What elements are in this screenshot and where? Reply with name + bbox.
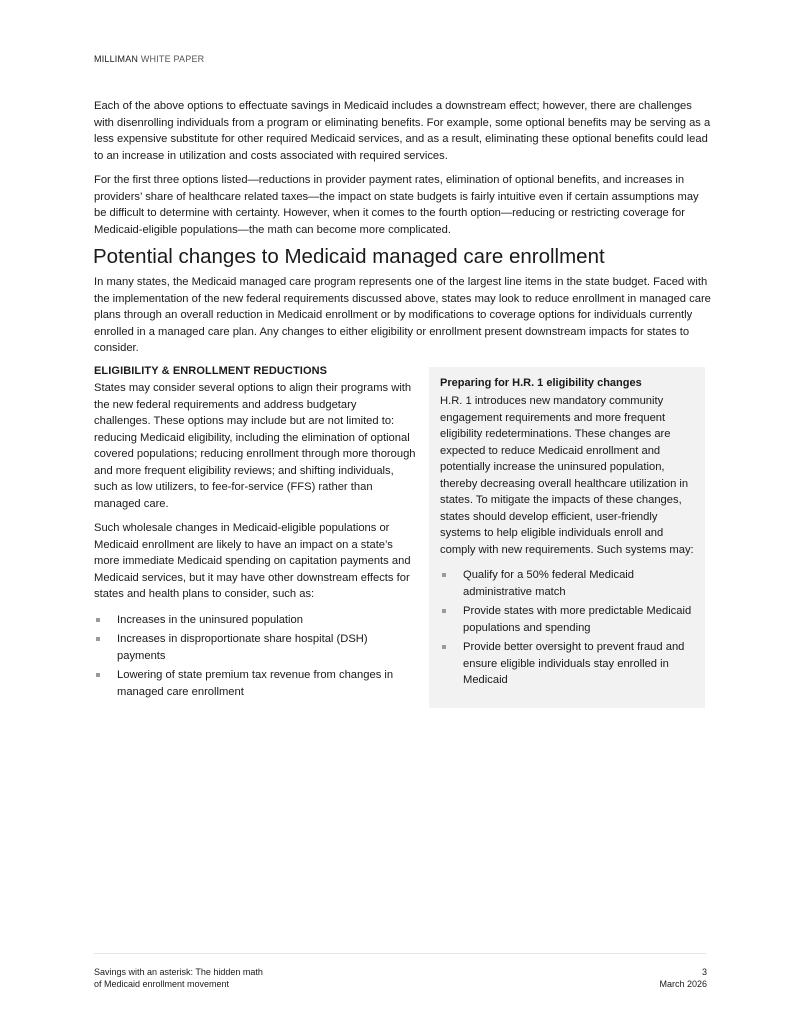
list-item-text: Provide states with more predictable Medicaid populations and spending xyxy=(463,605,692,634)
section-heading: Potential changes to Medicaid managed care enrollment xyxy=(93,245,605,268)
downstream-effects-list xyxy=(94,612,416,701)
list-item-text: Qualify for a 50% federal Medicaid administrative match xyxy=(463,569,635,598)
bullet-square-icon xyxy=(96,673,100,677)
list-item-text: Increases in the uninsured population xyxy=(117,613,303,626)
left-paragraph-1: States may consider several options to align their programs with the new federal requirements and address budgetary challenges. These options may include but are not limited to: reducing Medicaid eligibility, including the elimination of optional covered populations; reducing enrollment through more thorough and more frequent eligibility reviews; and shifting individuals, such as low utilizers, to fee-for-service (FFS) rather than managed care. xyxy=(94,382,416,510)
left-column xyxy=(94,363,416,700)
footer-title-line-2: of Medicaid enrollment movement xyxy=(94,979,230,989)
bullet-square-icon xyxy=(96,637,100,641)
list-item xyxy=(94,667,416,700)
sidebar-title: Preparing for H.R. 1 eligibility changes xyxy=(440,377,642,389)
list-item xyxy=(440,603,694,636)
intro-paragraph-2: For the first three options listed—reductions in provider payment rates, elimination of optional benefits, and increases in providers’ share of healthcare related taxes—the impact on state budgets is fairly intuitive even if certain assumptions may be difficult to determine with certainty. However, when it comes to the fourth option—reducing or restricting coverage for Medicaid-eligible populations—the math can become more complicated. xyxy=(94,174,699,236)
section-paragraph-1: In many states, the Medicaid managed care program represents one of the largest line items in the state budget. Faced with the implementation of the new federal requirements discussed above, states may look to reduce enrollment in managed care plans through an overall reduction in Medicaid enrollment or by modifications to coverage options for individuals currently enrolled in a managed care plan. Any changes to either eligibility or enrollment present downstream impacts for states to consider. xyxy=(94,276,711,354)
list-item-text: Increases in disproportionate share hospital (DSH) payments xyxy=(117,633,368,662)
header-brand: MILLIMAN xyxy=(94,54,139,64)
bullet-square-icon xyxy=(442,609,446,613)
footer-divider xyxy=(94,953,706,954)
sidebar-paragraph: H.R. 1 introduces new mandatory community engagement requirements and more frequent eligibility redeterminations. These changes are expected to reduce Medicaid enrollment and potentially increase the uninsured population, thereby decreasing overall healthcare utilization in states. To mitigate the impacts of these changes, states should develop efficient, user-friendly systems to help eligible individuals enroll and comply with new requirements. Such systems may: xyxy=(440,395,694,556)
left-paragraph-2: Such wholesale changes in Medicaid-eligible populations or Medicaid enrollment are likely to have an impact on a state’s more immediate Medicaid spending on capitation payments and Medicaid services, but it may have other downstream effects for states and health plans to consider, such as: xyxy=(94,522,411,600)
list-item xyxy=(440,567,694,600)
list-item-text: Provide better oversight to prevent fraud and ensure eligible individuals stay enrolled in Medicaid xyxy=(463,641,685,686)
bullet-square-icon xyxy=(442,645,446,649)
header-doc-type: WHITE PAPER xyxy=(140,54,205,64)
list-item-text: Lowering of state premium tax revenue from changes in managed care enrollment xyxy=(117,669,394,698)
footer-title xyxy=(94,966,334,990)
list-item xyxy=(94,612,416,629)
sidebar-benefits-list xyxy=(440,567,694,689)
intro-paragraph-1: Each of the above options to effectuate savings in Medicaid includes a downstream effect; however, there are challenges with disenrolling individuals from a program or eliminating benefits. For example, some optional benefits may be serving as a less expensive substitute for other required Medicaid services, and as a result, eliminating these optional benefits could lead to an increase in utilization and costs associated with required services. xyxy=(94,100,711,162)
list-item xyxy=(440,639,694,689)
publication-date: March 2026 xyxy=(659,979,707,989)
sidebar-box xyxy=(429,367,705,708)
footer-title-line-1: Savings with an asterisk: The hidden math xyxy=(94,967,263,977)
running-header xyxy=(94,54,204,64)
bullet-square-icon xyxy=(96,618,100,622)
footer-meta xyxy=(587,966,707,990)
list-item xyxy=(94,631,416,664)
page-number: 3 xyxy=(701,967,707,977)
subsection-heading: ELIGIBILITY & ENROLLMENT REDUCTIONS xyxy=(94,365,328,377)
bullet-square-icon xyxy=(442,573,446,577)
